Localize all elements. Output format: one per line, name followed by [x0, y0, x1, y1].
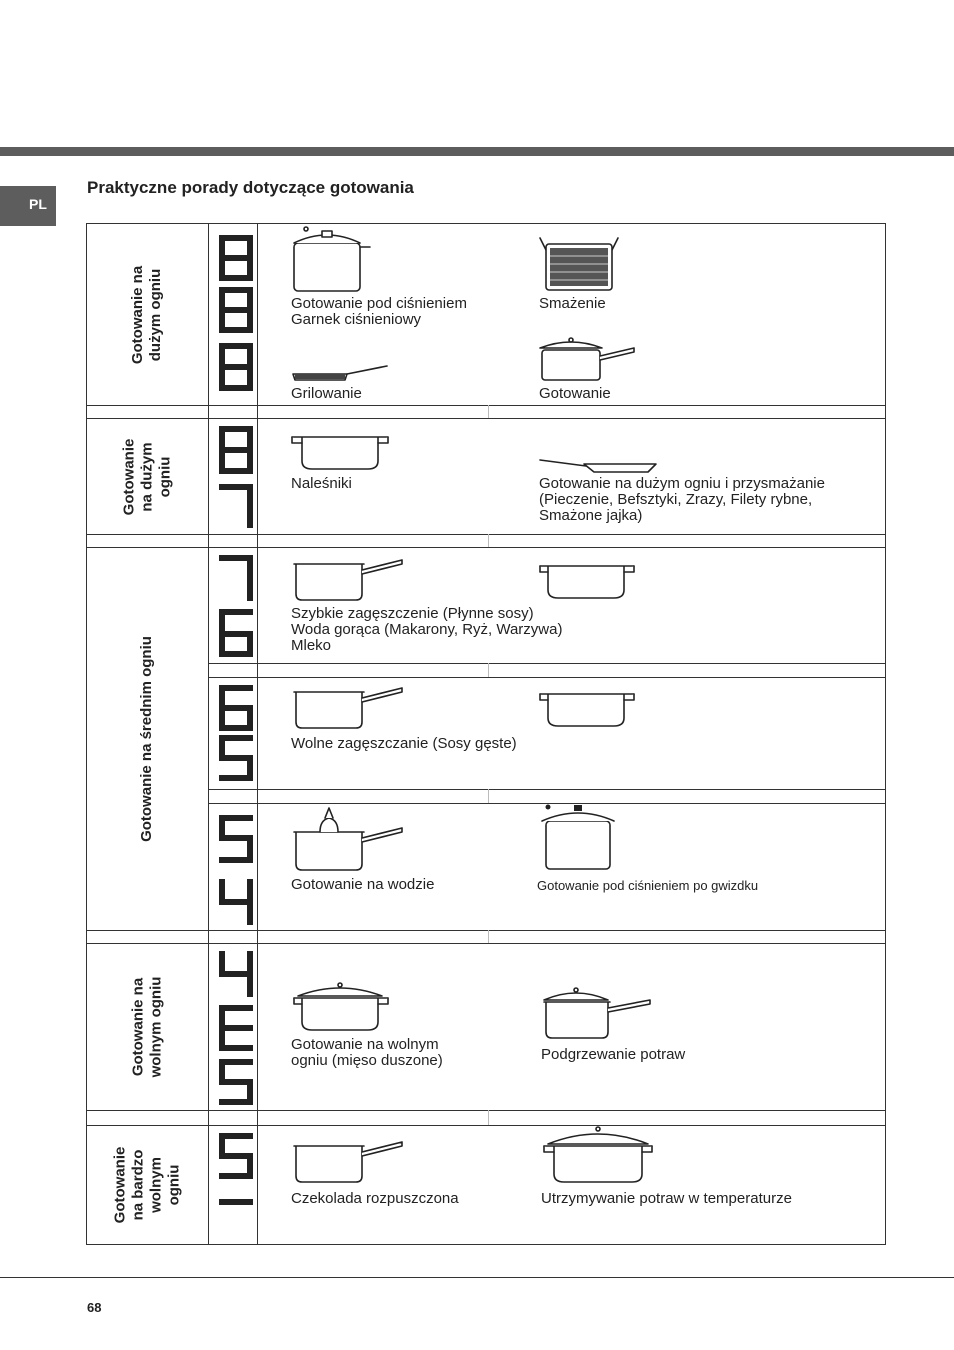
- section-label: Gotowanie na dużym ogniu: [129, 265, 164, 364]
- item-text: Grilowanie: [291, 385, 362, 402]
- power-display-4-5: [216, 814, 256, 926]
- pressure-cooker-icon: [292, 225, 372, 293]
- language-tab: PL: [0, 186, 56, 226]
- item-text: Naleśniki: [291, 475, 352, 492]
- row-divider: [208, 789, 886, 790]
- gap-divider: [488, 534, 489, 547]
- item-text: Gotowanie: [539, 385, 611, 402]
- covered-saucepan-icon: [542, 986, 654, 1042]
- power-display-5-6: [216, 684, 256, 784]
- gap-divider: [488, 663, 489, 677]
- gap-divider: [488, 1110, 489, 1125]
- item-text: Podgrzewanie potraw: [541, 1046, 686, 1063]
- power-display-6-7: [216, 554, 256, 659]
- top-bar: [0, 147, 954, 156]
- gap-divider: [488, 930, 489, 943]
- pot-icon: [538, 562, 636, 602]
- column-divider: [208, 223, 209, 1245]
- page-number: 68: [87, 1300, 102, 1315]
- item-text: Gotowanie na wolnym ogniu (mięso duszone): [291, 1036, 443, 1069]
- item-text: Czekolada rozpuszczona: [291, 1190, 459, 1207]
- frying-basket-icon: [538, 236, 620, 294]
- item-text: Szybkie zagęszczenie (Płynne sosy) Woda gorąca (Makarony, Ryż, Warzywa) Mleko: [291, 605, 563, 654]
- double-boiler-icon: [292, 806, 406, 872]
- item-text: Gotowanie pod ciśnieniem po gwizdku: [537, 878, 759, 893]
- pressure-cooker-icon: [538, 803, 618, 873]
- saucepan-lid-icon: [538, 336, 638, 384]
- pot-icon: [538, 690, 636, 730]
- section-divider: [86, 1110, 886, 1111]
- row-divider: [208, 677, 886, 678]
- saucepan-icon: [292, 686, 406, 730]
- covered-pot-icon: [292, 980, 390, 1034]
- power-display-7-8: [216, 425, 256, 530]
- power-display-8-9-6: [216, 232, 256, 400]
- gap-divider: [488, 789, 489, 803]
- page-title: Praktyczne porady dotyczące gotowania: [87, 178, 414, 197]
- item-text: Wolne zagęszczanie (Sosy gęste): [291, 735, 517, 752]
- section-divider: [86, 930, 886, 931]
- item-text: Gotowanie na dużym ogniu i przysmażanie (Pieczenie, Befsztyki, Zrazy, Filety rybne, Smażone jajka): [539, 475, 825, 524]
- section-divider: [86, 534, 886, 535]
- section-label: Gotowanie na bardzo wolnym ogniu: [110, 1146, 182, 1224]
- frying-pan-icon: [538, 456, 660, 476]
- gap-divider: [488, 405, 489, 418]
- saucepan-icon: [292, 558, 406, 602]
- item-text: Utrzymywanie potraw w temperaturze: [541, 1190, 792, 1207]
- saucepan-icon: [292, 1140, 406, 1184]
- row-divider: [208, 663, 886, 664]
- item-text: Gotowanie pod ciśnieniem Garnek ciśnieniowy: [291, 295, 467, 328]
- column-divider: [257, 223, 258, 1245]
- covered-pot-icon: [542, 1124, 654, 1186]
- section-label: Gotowanie na dużym ogniu: [119, 438, 173, 515]
- section-label: Gotowanie na wolnym ogniu: [128, 976, 164, 1078]
- footer-line: [0, 1277, 954, 1278]
- power-display-1-2: [216, 1130, 256, 1242]
- item-text: Gotowanie na wodzie: [291, 876, 435, 893]
- grill-pan-icon: [291, 362, 391, 384]
- shallow-pot-icon: [292, 433, 390, 473]
- power-display-2-3-4: [216, 950, 256, 1110]
- item-text: Smażenie: [539, 295, 606, 312]
- section-divider: [86, 405, 886, 406]
- section-label: Gotowanie na średnim ogniu: [138, 636, 156, 842]
